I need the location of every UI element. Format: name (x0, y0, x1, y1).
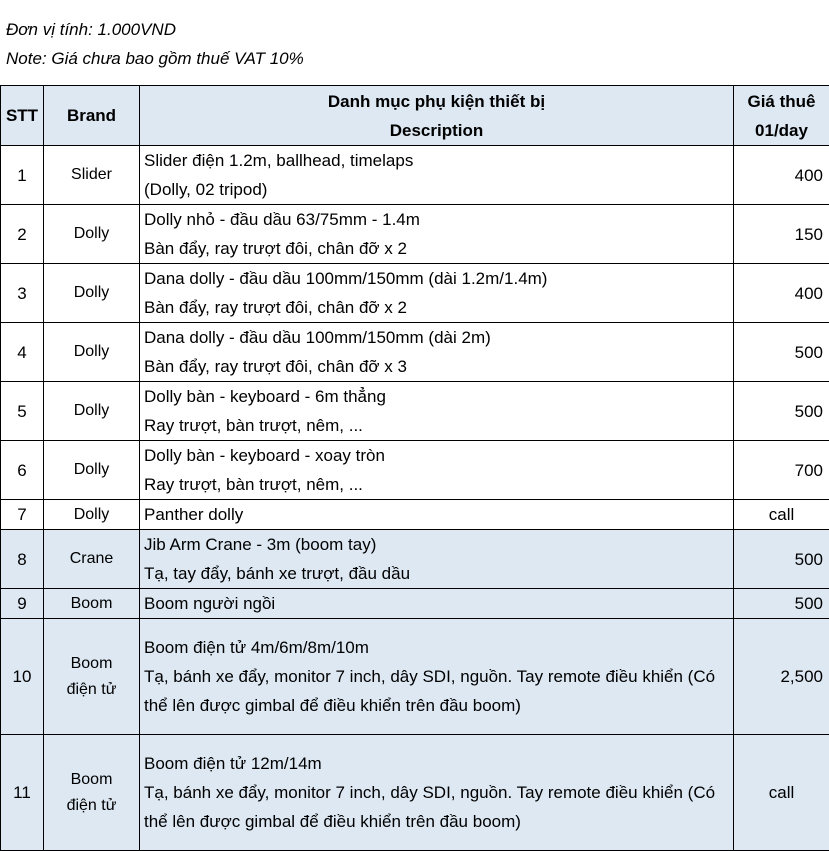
row-price: 700 (734, 441, 829, 500)
header-brand: Brand (44, 86, 140, 146)
row-price: 150 (734, 205, 829, 264)
row-stt: 3 (1, 264, 44, 323)
row-description (140, 146, 734, 205)
description-detail: Bàn đẩy, ray trượt đôi, chân đỡ x 2 (144, 234, 729, 263)
table-row (1, 619, 829, 735)
description-detail: Bàn đẩy, ray trượt đôi, chân đỡ x 3 (144, 352, 729, 381)
row-price: 500 (734, 323, 829, 382)
table-header-row (1, 86, 829, 146)
row-description (140, 589, 734, 619)
row-brand: Boom (44, 589, 140, 619)
row-brand (44, 619, 140, 735)
description-detail: (Dolly, 02 tripod) (144, 175, 729, 204)
row-stt: 5 (1, 382, 44, 441)
row-brand: Dolly (44, 205, 140, 264)
description-title: Boom người ngồi (144, 589, 729, 618)
description-detail: Ray trượt, bàn trượt, nêm, ... (144, 470, 729, 499)
row-brand: Dolly (44, 264, 140, 323)
description-detail: Tạ, tay đẩy, bánh xe trượt, đầu dầu (144, 559, 729, 588)
description-title: Dolly nhỏ - đầu dầu 63/75mm - 1.4m (144, 205, 729, 234)
brand-line-1: Boom (48, 767, 135, 793)
unit-note: Đơn vị tính: 1.000VND (6, 20, 176, 40)
table-row (1, 530, 829, 589)
row-price: call (734, 735, 829, 851)
row-stt: 6 (1, 441, 44, 500)
table-row (1, 500, 829, 530)
row-brand: Slider (44, 146, 140, 205)
row-stt: 1 (1, 146, 44, 205)
row-stt: 9 (1, 589, 44, 619)
row-brand: Dolly (44, 500, 140, 530)
table-row (1, 441, 829, 500)
description-title: Jib Arm Crane - 3m (boom tay) (144, 530, 729, 559)
description-title: Boom điện tử 4m/6m/8m/10m (144, 633, 729, 662)
brand-line-1: Boom (48, 651, 135, 677)
description-title: Panther dolly (144, 500, 729, 529)
table-row (1, 264, 829, 323)
row-brand: Dolly (44, 323, 140, 382)
row-description (140, 619, 734, 735)
description-title: Dolly bàn - keyboard - xoay tròn (144, 441, 729, 470)
row-description (140, 530, 734, 589)
description-detail: Tạ, bánh xe đẩy, monitor 7 inch, dây SDI, nguồn. Tay remote điều khiển (Có thể lên được gimbal để điều khiển trên đầu boom) (144, 783, 715, 831)
row-stt: 10 (1, 619, 44, 735)
row-price: 400 (734, 146, 829, 205)
header-price-label: Giá thuê (738, 87, 825, 116)
row-stt: 8 (1, 530, 44, 589)
row-stt: 2 (1, 205, 44, 264)
row-price: 500 (734, 382, 829, 441)
header-stt: STT (1, 86, 44, 146)
row-description (140, 441, 734, 500)
description-title: Dana dolly - đầu dầu 100mm/150mm (dài 2m) (144, 323, 729, 352)
row-description (140, 323, 734, 382)
table-row (1, 589, 829, 619)
row-brand: Crane (44, 530, 140, 589)
description-title: Slider điện 1.2m, ballhead, timelaps (144, 146, 729, 175)
rental-price-table (0, 85, 829, 851)
row-price: 400 (734, 264, 829, 323)
row-price: 500 (734, 589, 829, 619)
vat-note: Note: Giá chưa bao gồm thuế VAT 10% (6, 49, 304, 69)
row-description (140, 735, 734, 851)
brand-line-2: điện tử (48, 677, 135, 703)
table-row (1, 205, 829, 264)
description-detail: Tạ, bánh xe đẩy, monitor 7 inch, dây SDI, nguồn. Tay remote điều khiển (Có thể lên được gimbal để điều khiển trên đầu boom) (144, 667, 715, 715)
row-description (140, 382, 734, 441)
description-detail: Bàn đẩy, ray trượt đôi, chân đỡ x 2 (144, 293, 729, 322)
row-price: 2,500 (734, 619, 829, 735)
row-price: call (734, 500, 829, 530)
row-stt: 4 (1, 323, 44, 382)
row-description (140, 205, 734, 264)
header-description-en: Description (144, 116, 729, 145)
header-price-unit: 01/day (738, 116, 825, 145)
row-brand (44, 735, 140, 851)
row-stt: 11 (1, 735, 44, 851)
row-description (140, 500, 734, 530)
table-row (1, 146, 829, 205)
row-brand: Dolly (44, 441, 140, 500)
header-description (140, 86, 734, 146)
description-title: Dana dolly - đầu dầu 100mm/150mm (dài 1.2m/1.4m) (144, 264, 729, 293)
header-price (734, 86, 829, 146)
description-title: Boom điện tử 12m/14m (144, 749, 729, 778)
description-title: Dolly bàn - keyboard - 6m thẳng (144, 382, 729, 411)
row-stt: 7 (1, 500, 44, 530)
row-description (140, 264, 734, 323)
row-brand: Dolly (44, 382, 140, 441)
table-row (1, 323, 829, 382)
description-detail: Ray trượt, bàn trượt, nêm, ... (144, 411, 729, 440)
table-row (1, 382, 829, 441)
row-price: 500 (734, 530, 829, 589)
header-description-vi: Danh mục phụ kiện thiết bị (144, 87, 729, 116)
table-row (1, 735, 829, 851)
brand-line-2: điện tử (48, 793, 135, 819)
